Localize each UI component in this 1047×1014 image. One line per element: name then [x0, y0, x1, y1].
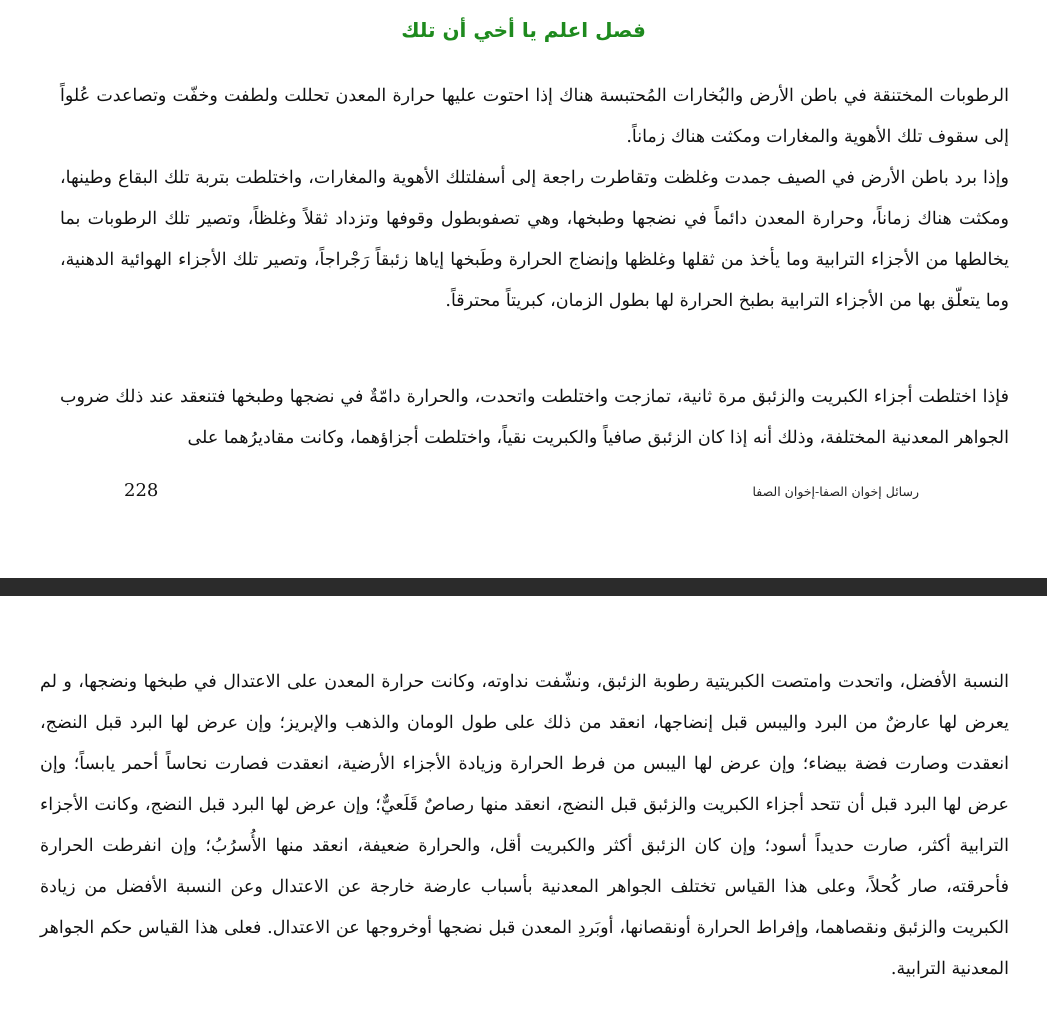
paragraph-block-1 — [60, 76, 1009, 322]
paragraph-block-2 — [60, 377, 1009, 459]
page-footer — [0, 480, 1047, 508]
paragraph: النسبة الأفضل، واتحدت وامتصت الكبريتية رطوبة الزئبق، ونشّفت نداوته، وكانت حرارة المعدن على الاعتدال في طبخها ونضجها، و لم يعرض لها عارضٌ من البرد واليبس قبل إنضاجها، انعقد من ذلك على طول الومان والذهب والإبريز؛ وإن عرض لها البرد قبل النضج، انعقدت وصارت فضة بيضاء؛ وإن عرض لها اليبس من فرط الحرارة وزيادة الأجزاء الأرضية، انعقدت فصارت نحاساً أحمر يابساً؛ وإن عرض لها البرد قبل أن تتحد أجزاء الكبريت والزئبق قبل النضج، انعقد منها رصاصٌ قَلَعيٌّ؛ وإن عرض لها البرد قبل النضج، وكانت الأجزاء الترابية أكثر، صارت حديداً أسود؛ وإن كان الزئبق أكثر والكبريت أقل، والحرارة ضعيفة، انعقد منها الأُسرُبُ؛ وإن انفرطت الحرارة فأحرقته، صار كُحلاً، وعلى هذا القياس تختلف الجواهر المعدنية بأسباب عارضة خارجة عن الاعتدال وعن النسبة الأفضل من زيادة الكبريت والزئبق ونقصاهما، وإفراط الحرارة أونقصانها، أوبَردِ المعدن قبل نضجها أوخروجها عن الاعتدال. فعلى هذا القياس حكم الجواهر المعدنية الترابية. — [40, 672, 1009, 979]
paragraph-block-3 — [40, 662, 1009, 990]
book-title-footer: رسائل إخوان الصفا-إخوان الصفا — [752, 484, 919, 499]
page-number: 228 — [124, 480, 159, 501]
paragraph: فإذا اختلطت أجزاء الكبريت والزئبق مرة ثانية، تمازجت واختلطت واتحدت، والحرارة دامّةٌ في نضجها وطبخها فتنعقد عند ذلك ضروب الجواهر المعدنية المختلفة، وذلك أنه إذا كان الزئبق صافياً والكبريت نقياً، واختلطت أجزاؤهما، وكانت مقاديرُهما على — [60, 387, 1009, 448]
chapter-title: فصل اعلم يا أخي أن تلك — [401, 18, 646, 42]
paragraph: وإذا برد باطن الأرض في الصيف جمدت وغلظت وتقاطرت راجعة إلى أسفلتلك الأهوية والمغارات، واختلطت بتربة تلك البقاع وطينها، ومكثت هناك زماناً، وحرارة المعدن دائماً في نضجها وطبخها، وهي تصفوبطول وقوفها وتزداد ثقلاً وغلظاً، وتصير تلك الرطوبات بما يخالطها من الأجزاء الترابية وما يأخذ من ثقلها وغلظها وإنضاج الحرارة وطَبخها إياها زئبقاً رَجْراجاً، وتصير تلك الأجزاء الهوائية الدهنية، وما يتعلّق بها من الأجزاء الترابية بطبخ الحرارة لها بطول الزمان، كبريتاً محترقاً. — [60, 168, 1009, 311]
paragraph: الرطوبات المختنقة في باطن الأرض والبُخارات المُحتبسة هناك إذا احتوت عليها حرارة المعدن تحللت ولطفت وخفّت وتصاعدت عُلواً إلى سقوف تلك الأهوية والمغارات ومكثت هناك زماناً. — [60, 86, 1009, 147]
bottom-page — [0, 596, 1047, 1014]
page-divider — [0, 578, 1047, 596]
